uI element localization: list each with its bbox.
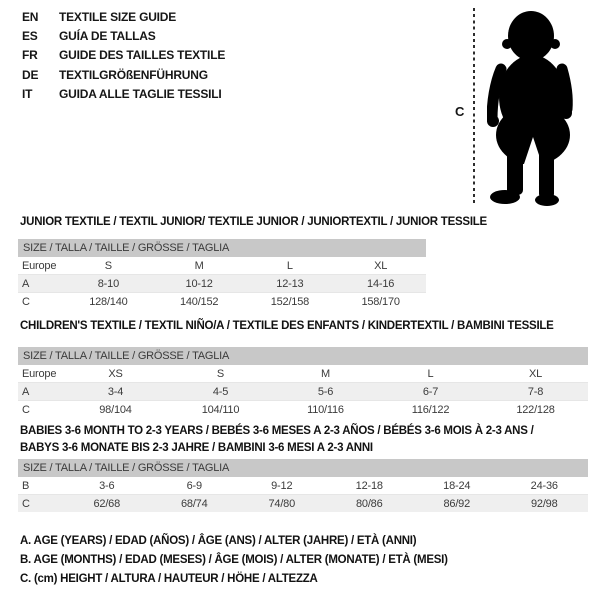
cell: 5-6	[273, 383, 378, 401]
cell: 152/158	[270, 295, 310, 308]
toddler-silhouette-icon	[487, 7, 577, 207]
cell: 122/128	[516, 403, 555, 416]
cell: 62/68	[63, 495, 151, 513]
babies-section-title-line2: BABYS 3-6 MONATE BIS 2-3 JAHRE / BAMBINI 3-6 MESI A 2-3 ANNI	[20, 442, 373, 454]
cell: 8-10	[63, 275, 154, 293]
legend-line-b: B. AGE (MONTHS) / EDAD (MESES) / ÂGE (MOIS) / ALTER (MONATE) / ETÀ (MESI)	[20, 553, 448, 566]
table-row	[18, 257, 426, 275]
cell: 74/80	[238, 495, 326, 513]
cell: L	[245, 257, 336, 275]
cell: 10-12	[154, 275, 245, 293]
lang-row-en	[22, 7, 225, 26]
table-row	[18, 275, 426, 293]
measurement-legend	[20, 531, 448, 589]
cell: 104/110	[201, 403, 240, 416]
lang-label: TEXTILE SIZE GUIDE	[59, 9, 177, 24]
row-label: A	[18, 275, 63, 293]
cell: XL	[483, 365, 588, 383]
lang-label: GUIDE DES TAILLES TEXTILE	[59, 48, 226, 63]
cell: 80/86	[326, 495, 414, 513]
cell: 14-16	[335, 275, 426, 293]
lang-row-it	[22, 84, 225, 103]
cell: 3-4	[63, 383, 168, 401]
cell: 92/98	[501, 495, 589, 513]
babies-section-title-line1: BABIES 3-6 MONTH TO 2-3 YEARS / BEBÉS 3-6 MESES A 2-3 AÑOS / BÉBÉS 3-6 MOIS À 2-3 ANS /	[20, 425, 534, 437]
babies-size-table	[18, 459, 588, 512]
cell: S	[63, 257, 154, 275]
cell: S	[168, 365, 273, 383]
size-header-bar: SIZE / TALLA / TAILLE / GRÖSSE / TAGLIA	[18, 459, 588, 477]
cell: 4-5	[168, 383, 273, 401]
cell: 24-36	[501, 477, 589, 495]
row-label: Europe	[18, 365, 63, 383]
legend-line-c: C. (cm) HEIGHT / ALTURA / HAUTEUR / HÖHE / ALTEZZA	[20, 573, 318, 586]
cell: 6-7	[378, 383, 483, 401]
table-row	[18, 293, 426, 311]
lang-code: EN	[22, 9, 39, 24]
size-header-bar: SIZE / TALLA / TAILLE / GRÖSSE / TAGLIA	[18, 239, 426, 257]
table-row	[18, 477, 588, 495]
cell: 12-18	[326, 477, 414, 495]
table-row	[18, 401, 588, 419]
cell: 158/170	[361, 295, 400, 308]
lang-row-es	[22, 26, 225, 45]
cell: 140/152	[179, 295, 219, 308]
table-row	[18, 383, 588, 401]
lang-row-fr	[22, 46, 225, 65]
cell: L	[378, 365, 483, 383]
cell: 3-6	[63, 477, 151, 495]
size-header-bar: SIZE / TALLA / TAILLE / GRÖSSE / TAGLIA	[18, 347, 588, 365]
row-label: C	[18, 495, 63, 513]
cell: 116/122	[411, 403, 450, 416]
cell: XL	[335, 257, 426, 275]
row-label: A	[18, 383, 63, 401]
cell: 86/92	[413, 495, 501, 513]
junior-size-table	[18, 239, 426, 310]
table-row	[18, 365, 588, 383]
height-measure-dashed-line	[473, 8, 475, 206]
row-label: B	[18, 477, 63, 495]
cell: 9-12	[238, 477, 326, 495]
cell: 98/104	[99, 403, 132, 416]
cell: 18-24	[413, 477, 501, 495]
lang-code: DE	[22, 67, 39, 82]
row-label: C	[22, 295, 30, 308]
cell: 128/140	[89, 295, 128, 308]
lang-code: IT	[22, 86, 33, 101]
lang-label: TEXTILGRÖßENFÜHRUNG	[59, 67, 208, 82]
cell: 12-13	[245, 275, 336, 293]
table-row	[18, 495, 588, 513]
lang-code: FR	[22, 48, 38, 63]
height-measure-label: C	[455, 104, 465, 119]
lang-label: GUÍA DE TALLAS	[59, 28, 156, 43]
row-label: C	[22, 403, 30, 416]
cell: 110/116	[307, 403, 344, 416]
row-label: Europe	[18, 257, 63, 275]
cell: M	[273, 365, 378, 383]
junior-section-title: JUNIOR TEXTILE / TEXTIL JUNIOR/ TEXTILE JUNIOR / JUNIORTEXTIL / JUNIOR TESSILE	[20, 216, 487, 228]
cell: 7-8	[483, 383, 588, 401]
cell: 6-9	[151, 477, 239, 495]
cell: XS	[63, 365, 168, 383]
children-size-table	[18, 347, 588, 418]
cell: 68/74	[151, 495, 239, 513]
children-section-title: CHILDREN'S TEXTILE / TEXTIL NIÑO/A / TEXTILE DES ENFANTS / KINDERTEXTIL / BAMBINI TESSILE	[20, 320, 554, 332]
lang-code: ES	[22, 28, 38, 43]
language-header	[22, 7, 225, 103]
cell: M	[154, 257, 245, 275]
legend-line-a: A. AGE (YEARS) / EDAD (AÑOS) / ÂGE (ANS) / ALTER (JAHRE) / ETÀ (ANNI)	[20, 534, 417, 547]
lang-row-de	[22, 65, 225, 84]
lang-label: GUIDA ALLE TAGLIE TESSILI	[59, 86, 222, 101]
